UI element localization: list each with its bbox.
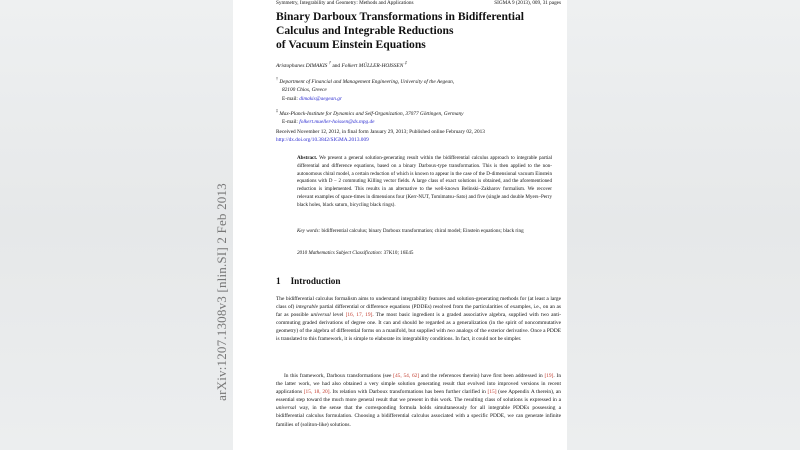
keywords [297, 228, 552, 236]
doi-link[interactable]: http://dx.doi.org/10.3842/SIGMA.2013.009 [276, 137, 369, 144]
paper-title [276, 10, 561, 52]
citation-link[interactable]: [15, 18, 20] [303, 389, 330, 396]
author-and: and [332, 62, 341, 69]
author-2: Folkert MÜLLER-HOISSEN [341, 62, 404, 69]
received-dates: Received November 12, 2012, in final form January 29, 2013; Published online February 02, 2013 [276, 129, 485, 135]
p1-text-a: The bidifferential calculus formalism aims to understand integrability features and solution-generating methods for (at least a large class of) [276, 296, 561, 311]
received-info [276, 128, 561, 145]
msc-label: 2010 Mathematics Subject Classification: [297, 250, 383, 256]
citation-link[interactable]: [16, 17, 19] [345, 312, 373, 319]
email-link-1[interactable]: dimakis@aegean.gr [299, 95, 342, 102]
affiliation-2 [276, 107, 561, 127]
author-1: Aristophanes DIMAKIS [276, 62, 328, 69]
p2-text-a: In this framework, Darboux transformations (see [284, 373, 394, 379]
p1-text-b: integrable [295, 304, 319, 311]
p1-text-f: . The most basic ingredient is a graded associative algebra, supplied with two anti-commuting graded derivations of degree one. It can and should be regarded as a generalization (in the spirit of noncommutative geometry) of the algebra of differential forms on a manifold, but supplied with [276, 312, 562, 335]
left-backdrop [0, 0, 233, 450]
keywords-label: Key words: [297, 228, 321, 234]
citation-link[interactable]: [15] [487, 389, 497, 396]
affiliation-2-mark: ‡ [276, 108, 278, 113]
running-header [276, 0, 561, 6]
journal-name: Symmetry, Integrability and Geometry: Methods and Applications [276, 0, 414, 6]
p1-text-d: universal [310, 312, 331, 319]
citation-link[interactable]: [19] [544, 373, 554, 379]
p2-text-b: and the references therein) have first been addressed in [419, 373, 545, 379]
title-line-2: Calculus and Integrable Reductions [276, 24, 454, 37]
p1-text-c: partial differential or difference equations (PDDEs) resolved from the particularities of examples, i.e., on an as far as possible [276, 304, 561, 319]
author-line [276, 60, 561, 69]
citation-link[interactable]: [45, 54, 62] [393, 373, 420, 379]
keywords-text: bidifferential calculus; binary Darboux transformation; chiral model; Einstein equations; black ring [321, 228, 524, 234]
intro-paragraph-1 [276, 295, 561, 344]
p2-text-g: way, in the sense that the corresponding formula holds simultaneously for all integrable PDDEs possessing a bidifferential calculus formulation. Choosing a bidifferential calculus associated with a specific PDDE, we can generate infinite families of (soliton-like) solutions. [276, 405, 561, 428]
p1-text-e: level [330, 312, 346, 319]
msc-classification [297, 250, 552, 256]
p1-text-g: two [447, 328, 455, 335]
issue-info: SIGMA 9 (2013), 009, 31 pages [494, 0, 561, 6]
p2-text-c: . In the latter work, we had also obtained a very simple solution generating result that evolved into improved versions in recent applications [276, 373, 562, 396]
affiliation-1-line-1: Department of Financial and Management Engineering, University of the Aegean, [279, 78, 455, 85]
paper-page [233, 0, 567, 450]
affiliation-1-line-2: 82100 Chios, Greece [282, 87, 327, 94]
title-line-1: Binary Darboux Transformations in Bidifferential [276, 10, 524, 23]
p2-text-f: universal [276, 405, 297, 412]
affiliation-1 [276, 75, 561, 103]
affiliation-2-line-1: Max-Planck-Institute for Dynamics and Self-Organization, 37077 Göttingen, Germany [279, 110, 464, 117]
intro-paragraph-2 [276, 372, 561, 429]
abstract [297, 155, 552, 210]
right-backdrop [567, 0, 800, 450]
abstract-text: We present a general solution-generating result within the bidifferential calculus approach to integrable partial differential and difference equations, based on a binary Darboux-type transformation. This is then applied to the non-autonomous chiral model, a certain reduction of which is known to appear in the case of the D-dimensional vacuum Einstein equations with D − 2 commuting Killing vector fields. A large class of exact solutions is obtained, and the aforementioned reduction is implemented. This results in an alternative to the well-known Belinski–Zakharov formalism. We recover relevant examples of space-times in dimensions four (Kerr-NUT, Tomimatsu–Sato) and five (single and double Myers–Perry black holes, black saturn, bicycling black rings). [297, 155, 552, 208]
p2-text-e: (see Appendix A therein), an essential step toward the much more general result that we present in this work. The resulting class of solutions is expressed in a [276, 389, 561, 404]
section-heading [276, 276, 561, 286]
arxiv-stamp: arXiv:1207.1308v3 [nlin.SI] 2 Feb 2013 [214, 183, 229, 401]
abstract-label: Abstract. [297, 155, 318, 161]
section-number: 1 [276, 276, 281, 286]
affiliation-1-mark: † [276, 76, 278, 81]
section-title: Introduction [290, 276, 341, 286]
email-label-2: E-mail: [282, 119, 298, 126]
p2-text-d: . Its relation with Darboux transformations has been further clarified in [329, 389, 488, 396]
title-line-3: of Vacuum Einstein Equations [276, 38, 426, 51]
email-label-1: E-mail: [282, 95, 298, 102]
msc-codes: 37K10; 16E45 [383, 250, 414, 256]
author-2-mark: ‡ [404, 60, 407, 65]
email-link-2[interactable]: folkert.mueller-hoissen@ds.mpg.de [299, 119, 375, 126]
p1-text-h: analogs of the exterior derivative. Once a PDDE is translated to this framework, it is simple to elaborate its integrability conditions. In fact, it could not be simpler. [276, 328, 562, 343]
author-1-mark: † [328, 60, 331, 65]
